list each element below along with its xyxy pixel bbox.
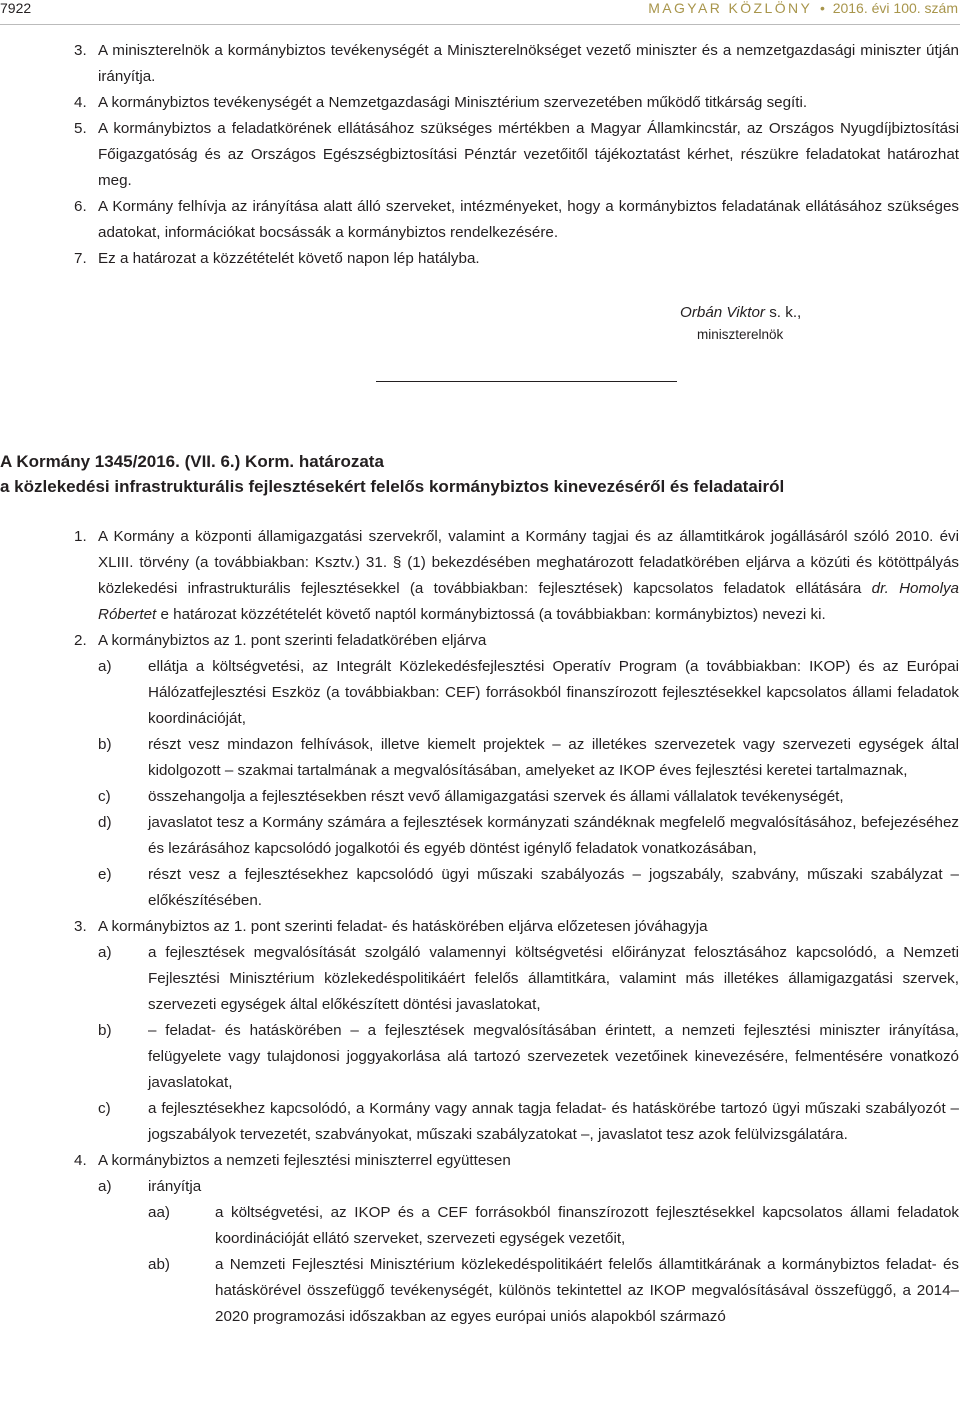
signatory-name: Orbán Viktor: [680, 304, 765, 321]
item-text: irányítja: [148, 1178, 202, 1195]
point-5: [74, 116, 959, 194]
point-4: [74, 90, 959, 116]
point-3: [74, 914, 959, 940]
point-3: [74, 38, 959, 90]
list-item: [74, 1096, 959, 1148]
list-item: [74, 1174, 959, 1200]
list-item: [74, 1018, 959, 1096]
point-6: [74, 194, 959, 246]
list-item: [74, 784, 959, 810]
item-text: a fejlesztések megvalósítását szolgáló valamennyi költségvetési előirányzat felosztásához kapcsolódó, a Nemzeti Fejlesztési Minisztérium közlekedéspolitikáért felelős államtitkára, valamint más illetékes államigazgatási szervek, szervezeti egységek által előkészített döntési javaslatokat,: [148, 944, 959, 1013]
item-label: a): [98, 1178, 112, 1195]
point-number: 5.: [74, 120, 87, 137]
item-text: – feladat- és hatáskörében – a fejlesztések megvalósításában érintett, a nemzeti fejlesztési miniszter irányítása, felügyelete vagy tulajdonosi joggyakorlása alá tartozó szervezetek vezetőinek kinevezésére, felmentésére vonatkozó javaslatokat,: [148, 1022, 959, 1091]
item-label: a): [98, 944, 112, 961]
list-item: [74, 732, 959, 784]
point-text: A Kormány a központi államigazgatási szervekről, valamint a Kormány tagjai és az államtitkárok jogállásáról szóló 2010. évi XLIII. törvény (a továbbiakban: Ksztv.) 31. § (1) bekezdésében meghatározott feladatkörében eljárva a közúti és kötöttpályás közlekedési infrastrukturális fejlesztésekkel (a továbbiakban: fejlesztések) kapcsolatos feladatok ellátására: [98, 528, 959, 597]
point-number: 6.: [74, 198, 87, 215]
previous-decree-points: [74, 38, 959, 272]
header-bullet: •: [820, 0, 825, 16]
item-text: részt vesz a fejlesztésekhez kapcsolódó ügyi műszaki szabályozás – jogszabály, szabvány, műszaki szabályzat – előkészítésében.: [148, 866, 959, 909]
point-text: Ez a határozat a közzétételét követő napon lép hatályba.: [98, 250, 480, 267]
point-text: A kormánybiztos az 1. pont szerinti feladat- és hatáskörében eljárva előzetesen jóváhagyja: [98, 918, 708, 935]
item-label: b): [98, 1022, 112, 1039]
item-label: e): [98, 866, 112, 883]
item-label: ab): [148, 1256, 170, 1273]
page-header: [0, 0, 960, 16]
point-number: 7.: [74, 250, 87, 267]
point-text: A kormánybiztos a nemzeti fejlesztési miniszterrel együttesen: [98, 1152, 511, 1169]
point-number: 4.: [74, 1152, 87, 1169]
header-rule: [0, 24, 960, 25]
decree-body: [74, 524, 959, 1330]
point-text: A kormánybiztos az 1. pont szerinti feladatkörében eljárva: [98, 632, 487, 649]
signature-suffix: s. k.,: [764, 304, 802, 321]
point-number: 2.: [74, 632, 87, 649]
item-label: c): [98, 1100, 111, 1117]
item-label: aa): [148, 1204, 170, 1221]
list-item: [74, 940, 959, 1018]
point-text: A Kormány felhívja az irányítása alatt álló szerveket, intézményeket, hogy a kormánybiztos feladatának ellátásához szükséges adatokat, információkat bocsássák a kormánybiztos rendelkezésére.: [98, 198, 959, 241]
point-number: 3.: [74, 918, 87, 935]
point-2: [74, 628, 959, 654]
sub-list-item: [74, 1200, 959, 1252]
item-text: a Nemzeti Fejlesztési Minisztérium közlekedéspolitikáért felelős államtitkárának a kormánybiztos feladat- és hatáskörével összefüggő tevékenységét, különös tekintettel az IKOP megvalósításával összefüggő, a 2014–2020 programozási időszakban az egyes európai uniós alapokból származó: [215, 1256, 959, 1325]
page-number: 7922: [0, 0, 32, 16]
point-number: 3.: [74, 42, 87, 59]
item-text: javaslatot tesz a Kormány számára a fejlesztések kormányzati szándéknak megfelelő megvalósításához, befejezéséhez és lezárásához kapcsolódó jogalkotói és egyéb döntést igénylő feladatok vonatkozásában,: [148, 814, 959, 857]
point-text: A kormánybiztos a feladatkörének ellátásához szükséges mértékben a Magyar Államkincstár, az Országos Nyugdíjbiztosítási Főigazgatóság és az Országos Egészségbiztosítási Pénztár vezetőitől tájékoztatást kérhet, részükre feladatokat határozhat meg.: [98, 120, 959, 189]
journal-title: MAGYAR KÖZLÖNY: [648, 0, 813, 16]
section-separator: [376, 381, 677, 382]
journal-header: [648, 0, 958, 16]
item-text: a költségvetési, az IKOP és a CEF forrásokból finanszírozott fejlesztésekkel kapcsolatos állami feladatok koordinációját ellátó szerveket, szervezeti egységek vezetőit,: [215, 1204, 959, 1247]
point-number: 4.: [74, 94, 87, 111]
point-1: [74, 524, 959, 628]
item-text: részt vesz mindazon felhívások, illetve kiemelt projektek – az illetékes szervezetek vagy szervezeti egységek által kidolgozott – szakmai tartalmának a megvalósításában, amelyeket az IKOP éves fejlesztési keretei tartalmaznak,: [148, 736, 959, 779]
item-label: b): [98, 736, 112, 753]
list-item: [74, 810, 959, 862]
sub-list-item: [74, 1252, 959, 1330]
decree-subtitle: a közlekedési infrastrukturális fejlesztésekért felelős kormánybiztos kinevezéséről és feladatairól: [0, 477, 785, 496]
point-text-continued: e határozat közzétételét követő naptól kormánybiztossá (a továbbiakban: kormánybiztos) nevezi ki.: [156, 606, 826, 623]
list-item: [74, 862, 959, 914]
signatory-title: miniszterelnök: [697, 327, 784, 342]
appointee-name: dr. Homolya Róbertet: [98, 580, 959, 623]
list-item: [74, 654, 959, 732]
item-text: összehangolja a fejlesztésekben részt vevő államigazgatási szervek és állami vállalatok tevékenységét,: [148, 788, 844, 805]
item-text: a fejlesztésekhez kapcsolódó, a Kormány vagy annak tagja feladat- és hatáskörébe tartozó ügyi műszaki szabályozót – jogszabályok tervezetét, szabványokat, műszaki szabályzatokat –, javaslatot tesz azok felülvizsgálatára.: [148, 1100, 959, 1143]
point-text: A kormánybiztos tevékenységét a Nemzetgazdasági Minisztérium szervezetében működő titkárság segíti.: [98, 94, 808, 111]
point-text: A miniszterelnök a kormánybiztos tevékenységét a Miniszterelnökséget vezető miniszter és a nemzetgazdasági miniszter útján irányítja.: [98, 42, 959, 85]
item-label: d): [98, 814, 112, 831]
item-label: c): [98, 788, 111, 805]
signature-name: [680, 300, 801, 326]
point-4: [74, 1148, 959, 1174]
point-number: 1.: [74, 528, 87, 545]
point-7: [74, 246, 959, 272]
decree-title: A Kormány 1345/2016. (VII. 6.) Korm. határozata: [0, 452, 384, 471]
issue-number: 2016. évi 100. szám: [832, 0, 958, 16]
item-label: a): [98, 658, 112, 675]
item-text: ellátja a költségvetési, az Integrált Közlekedésfejlesztési Operatív Program (a továbbiakban: IKOP) és az Európai Hálózatfejlesztési Eszköz (a továbbiakban: CEF) forrásokból finanszírozott fejlesztésekkel kapcsolatos állami feladatok koordinációját,: [148, 658, 959, 727]
